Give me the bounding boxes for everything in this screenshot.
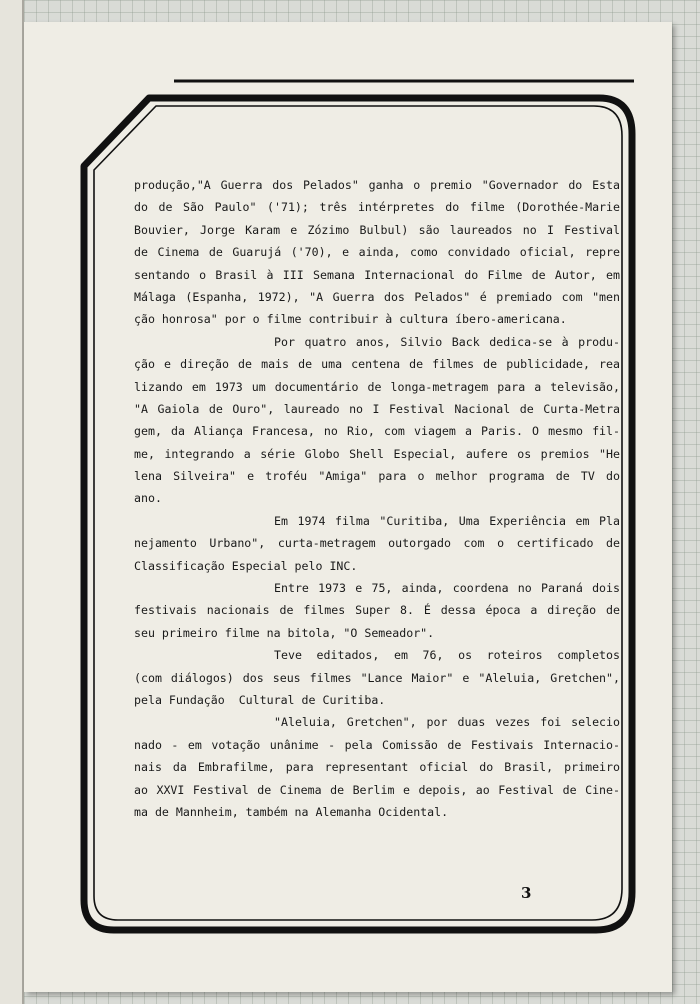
previous-page-edge bbox=[0, 0, 24, 1004]
text-line: Classificação Especial pelo INC. bbox=[134, 558, 358, 573]
text-line: Entre 1973 e 75, ainda, coordena no Paraná dois bbox=[274, 581, 620, 596]
text-line: Bouvier, Jorge Karam e Zózimo Bulbul) são laureados no I Festival bbox=[134, 222, 620, 237]
text-line: nais da Embrafilme, para representant oficial do Brasil, primeiro bbox=[134, 760, 620, 775]
text-line: Málaga (Espanha, 1972), "A Guerra dos Pelados" é premiado com "men bbox=[134, 289, 620, 304]
text-line: sentando o Brasil à III Semana Internacional do Filme de Autor, em bbox=[134, 267, 620, 282]
document-page bbox=[24, 22, 672, 992]
text-line: de Cinema de Guarujá ('70), e ainda, como convidado oficial, repre bbox=[134, 245, 620, 260]
text-line: pela Fundação Cultural de Curitiba. bbox=[134, 692, 386, 707]
body-text bbox=[134, 174, 620, 823]
text-line: ao XXVI Festival de Cinema de Berlim e depois, ao Festival de Cine- bbox=[134, 782, 620, 797]
text-line: "A Gaiola de Ouro", laureado no I Festival Nacional de Curta-Metra bbox=[134, 401, 620, 416]
text-line: Em 1974 filma "Curitiba, Uma Experiência em Pla bbox=[274, 513, 620, 528]
text-line: ma de Mannheim, também na Alemanha Ocidental. bbox=[134, 804, 449, 819]
text-line: festivais nacionais de filmes Super 8. É dessa época a direção de bbox=[134, 603, 620, 618]
text-line: lizando em 1973 um documentário de longa-metragem para a televisão, bbox=[134, 379, 620, 394]
text-line: me, integrando a série Globo Shell Especial, aufere os premios "He bbox=[134, 446, 620, 461]
text-line: (com diálogos) dos seus filmes "Lance Maior" e "Aleluia, Gretchen", bbox=[134, 670, 620, 685]
text-line: Por quatro anos, Silvio Back dedica-se à produ- bbox=[274, 334, 620, 349]
text-line: do de São Paulo" ('71); três intérpretes do filme (Dorothée-Marie bbox=[134, 200, 620, 215]
text-line: ano. bbox=[134, 491, 162, 506]
text-line: gem, da Aliança Francesa, no Rio, com viagem a Paris. O mesmo fil- bbox=[134, 424, 620, 439]
text-line: produção,"A Guerra dos Pelados" ganha o premio "Governador do Esta bbox=[134, 178, 620, 192]
text-line: ção e direção de mais de uma centena de filmes de publicidade, rea bbox=[134, 357, 620, 372]
text-line: Teve editados, em 76, os roteiros completos bbox=[274, 648, 620, 663]
text-line: nejamento Urbano", curta-metragem outorgado com o certificado de bbox=[134, 536, 620, 551]
text-line: seu primeiro filme na bitola, "O Semeador". bbox=[134, 625, 435, 640]
text-line: lena Silveira" e troféu "Amiga" para o melhor programa de TV do bbox=[134, 469, 620, 484]
text-line: "Aleluia, Gretchen", por duas vezes foi selecio bbox=[274, 715, 620, 730]
page-number: 3 bbox=[521, 884, 532, 902]
text-line: nado - em votação unânime - pela Comissão de Festivais Internacio- bbox=[134, 737, 620, 752]
text-line: ção honrosa" por o filme contribuir à cultura íbero-americana. bbox=[134, 312, 567, 327]
